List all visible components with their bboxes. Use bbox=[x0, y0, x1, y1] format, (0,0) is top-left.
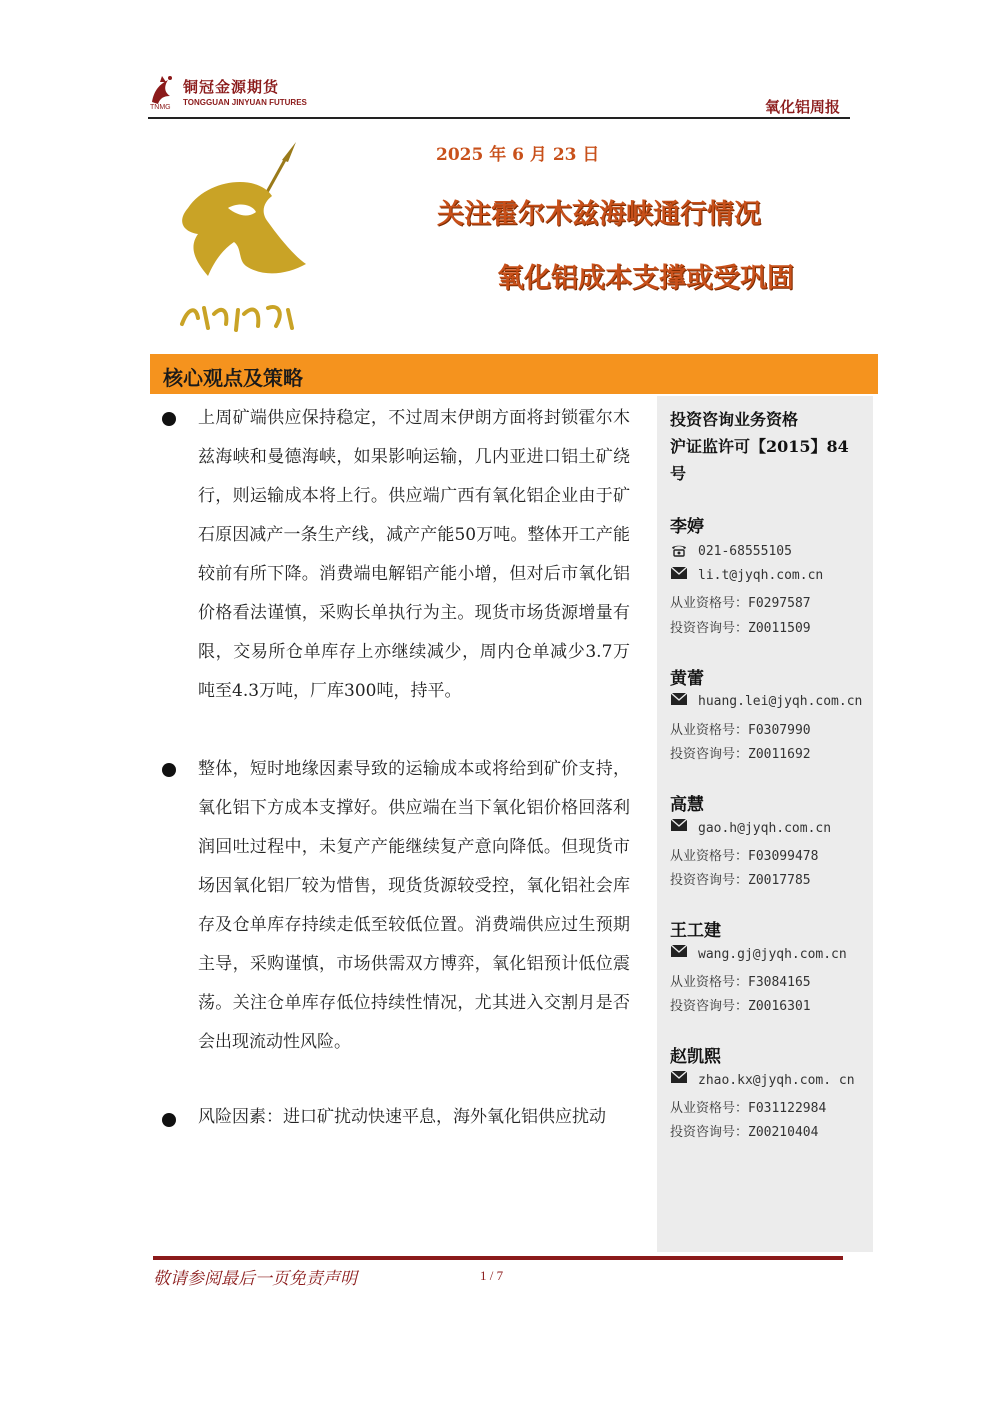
qualification-line: 投资咨询业务资格 bbox=[670, 410, 799, 429]
footer-divider bbox=[153, 1256, 843, 1260]
company-name-en: TONGGUAN JINYUAN FUTURES bbox=[183, 98, 307, 107]
analyst-name: 李婷 bbox=[670, 517, 704, 537]
analyst-advisory-number: 投资咨询号：Z0011509 bbox=[670, 621, 811, 636]
license-line: 沪证监许可【2015】84 bbox=[670, 437, 849, 456]
analyst-license: 从业资格号：F0307990 bbox=[670, 723, 811, 738]
analyst-license: 从业资格号：F03099478 bbox=[670, 849, 819, 864]
page-number: 1 / 7 bbox=[480, 1268, 504, 1283]
bullet-icon bbox=[162, 412, 176, 426]
analyst-name: 高慧 bbox=[670, 795, 704, 815]
analyst-advisory-number: 投资咨询号：Z0016301 bbox=[670, 999, 811, 1014]
phone-icon bbox=[670, 543, 688, 557]
analyst-email[interactable]: huang.lei@jyqh.com.cn bbox=[698, 694, 863, 709]
emblem-logo-icon bbox=[168, 138, 313, 338]
analyst-phone: 021-68555105 bbox=[698, 544, 792, 559]
license-line-suffix: 号 bbox=[670, 464, 687, 483]
email-icon bbox=[670, 1070, 688, 1084]
paragraph-market-outlook: 整体，短时地缘因素导致的运输成本或将给到矿价支持，氧化铝下方成本支撑好。供应端在当下氧化铝价格回落利润回吐过程中，未复产产能继续复产意向降低。但现货市场因氧化铝厂较为惜售，现货货源较受控，氧化铝社会库存及仓单库存持续走低至较低位置。消费端供应过生预期主导，采购谨慎，市场供需双方博弈，氧化铝预计低位震荡。关注仓单库存低位持续性情况，尤其进入交割月是否会出现流动性风险。 bbox=[198, 759, 630, 1052]
report-title-line2: 氧化铝成本支撑或受巩固 bbox=[497, 263, 794, 294]
paragraph-supply-overview: 上周矿端供应保持稳定，不过周末伊朗方面将封锁霍尔木兹海峡和曼德海峡，如果影响运输，几内亚进口铝土矿绕行，则运输成本将上行。供应端广西有氧化铝企业由于矿石原因减产一条生产线，减产产能50万吨。整体开工产能较前有所下降。消费端电解铝产能小增，但对后市氧化铝价格看法谨慎，采购长单执行为主。现货市场货源增量有限，交易所仓单库存上亦继续减少，周内仓单减少3.7万吨至4.3万吨，厂库300吨，持平。 bbox=[198, 408, 630, 701]
analyst-email[interactable]: gao.h@jyqh.com.cn bbox=[698, 821, 832, 836]
email-icon bbox=[670, 818, 688, 832]
analyst-email[interactable]: wang.gj@jyqh.com.cn bbox=[698, 947, 847, 962]
analyst-name: 黄蕾 bbox=[670, 669, 704, 689]
email-icon bbox=[670, 944, 688, 958]
company-logo-icon bbox=[148, 72, 178, 106]
email-icon bbox=[670, 692, 688, 706]
analyst-advisory-number: 投资咨询号：Z00210404 bbox=[670, 1125, 819, 1140]
report-title-line1: 关注霍尔木兹海峡通行情况 bbox=[437, 199, 761, 230]
analyst-name: 赵凯熙 bbox=[670, 1047, 721, 1067]
email-icon bbox=[670, 566, 688, 580]
analyst-license: 从业资格号：F0297587 bbox=[670, 596, 811, 611]
company-name-cn: 铜冠金源期货 bbox=[183, 78, 280, 96]
report-date: 2025 年 6 月 23 日 bbox=[436, 145, 600, 165]
bullet-icon bbox=[162, 763, 176, 777]
analyst-name: 王工建 bbox=[670, 921, 721, 941]
analyst-email[interactable]: li.t@jyqh.com.cn bbox=[698, 568, 824, 583]
bullet-icon bbox=[162, 1113, 176, 1127]
header-divider bbox=[148, 117, 850, 119]
company-abbr: TNMG bbox=[150, 104, 171, 111]
analyst-advisory-number: 投资咨询号：Z0011692 bbox=[670, 747, 811, 762]
analyst-license: 从业资格号：F031122984 bbox=[670, 1101, 827, 1116]
section-title: 核心观点及策略 bbox=[163, 366, 303, 390]
paragraph-risk-factors: 风险因素：进口矿扰动快速平息，海外氧化铝供应扰动 bbox=[198, 1107, 606, 1127]
analyst-license: 从业资格号：F3084165 bbox=[670, 975, 811, 990]
analyst-email[interactable]: zhao.kx@jyqh.com. cn bbox=[698, 1073, 855, 1088]
disclaimer-note: 敬请参阅最后一页免责声明 bbox=[153, 1269, 357, 1289]
qualification-block bbox=[670, 406, 870, 487]
analyst-advisory-number: 投资咨询号：Z0017785 bbox=[670, 873, 811, 888]
report-type: 氧化铝周报 bbox=[764, 98, 840, 116]
